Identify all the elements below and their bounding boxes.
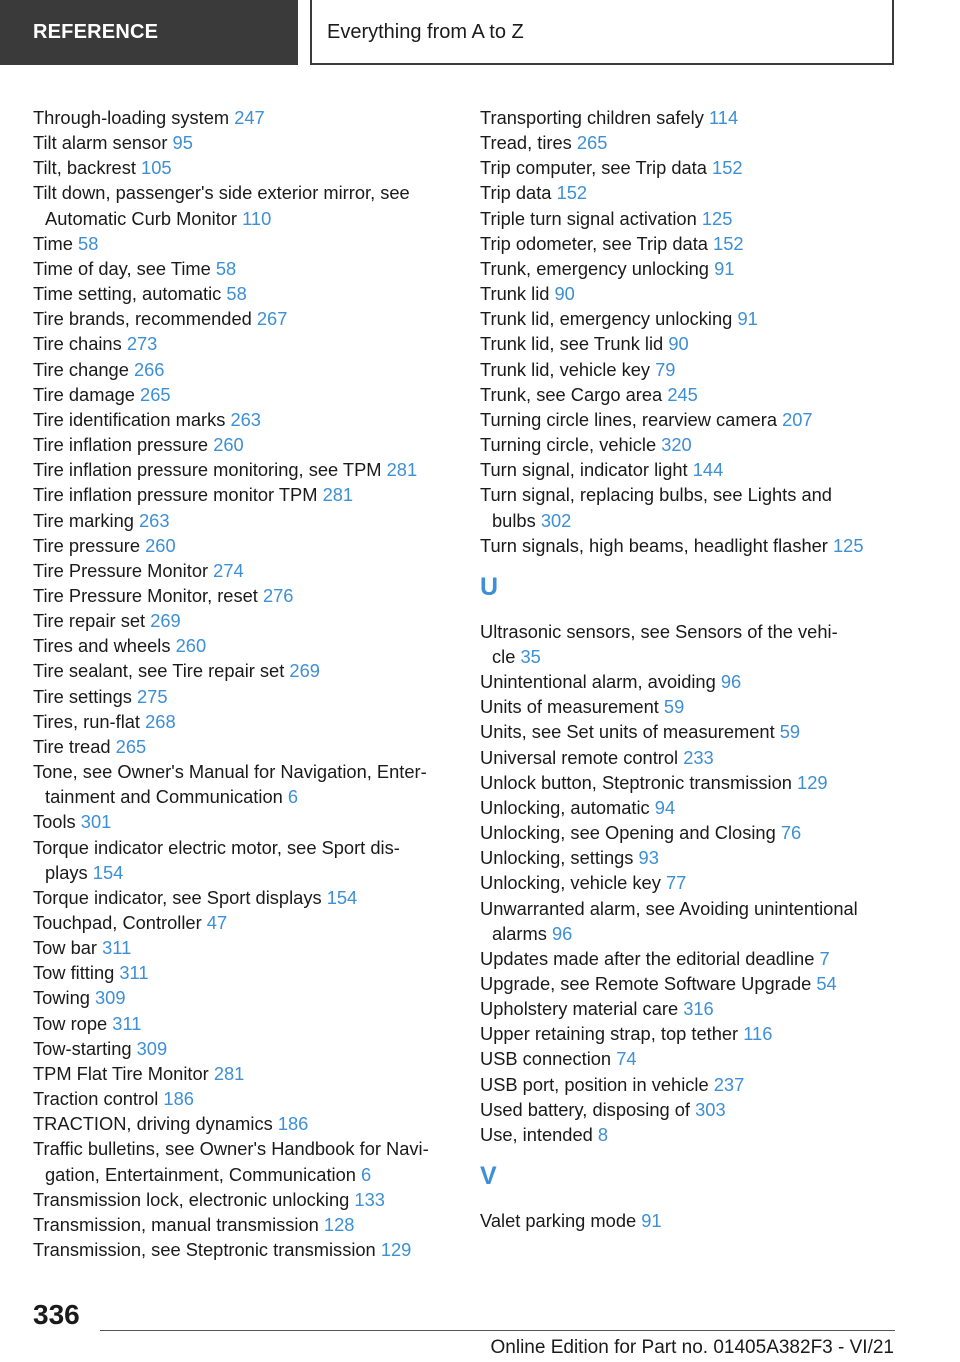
page-reference-link[interactable]: 6 — [287, 786, 299, 808]
index-term: Time of day, see Time — [33, 257, 211, 279]
page-reference-link[interactable]: 320 — [661, 434, 692, 456]
page-reference-link[interactable]: 35 — [520, 645, 541, 667]
index-term: Time setting, automatic — [33, 283, 222, 305]
index-entry — [480, 256, 920, 281]
index-term: Trunk, emergency unlocking — [480, 257, 709, 279]
index-term: Tire damage — [33, 383, 135, 405]
index-column-left — [33, 105, 453, 1262]
index-term: Tone, see Owner's Manual for Navigation, Enter- — [33, 761, 427, 783]
index-entry — [33, 231, 453, 256]
section-tab: REFERENCE — [0, 0, 298, 65]
index-entry — [480, 770, 920, 795]
index-entry — [33, 558, 453, 583]
index-entry — [480, 130, 920, 155]
page-reference-link[interactable]: 311 — [112, 1012, 142, 1034]
index-entry — [33, 985, 453, 1010]
index-term: Trip data — [480, 182, 552, 204]
index-term: alarms — [492, 922, 547, 944]
page-reference-link[interactable]: 94 — [654, 796, 676, 818]
index-entry — [33, 482, 453, 507]
index-term: tainment and Communication — [45, 786, 283, 808]
page-reference-link[interactable]: 76 — [780, 822, 802, 844]
index-entry — [33, 357, 453, 382]
index-entry — [33, 709, 453, 734]
page-reference-link[interactable]: 152 — [712, 157, 743, 179]
page-reference-link[interactable]: 152 — [556, 182, 588, 204]
index-entry — [33, 382, 453, 407]
page-reference-link[interactable]: 59 — [663, 696, 685, 718]
page-reference-link[interactable]: 263 — [230, 408, 261, 430]
index-term: Tow rope — [33, 1012, 108, 1034]
page-reference-link[interactable]: 154 — [92, 861, 124, 883]
index-term: Updates made after the editorial deadline — [480, 947, 815, 969]
index-entry — [33, 1111, 453, 1136]
page-reference-link[interactable]: 128 — [323, 1213, 355, 1235]
page-reference-link[interactable]: 58 — [226, 283, 247, 305]
page-reference-link[interactable]: 309 — [95, 987, 126, 1009]
index-term: Tire marking — [33, 509, 134, 531]
index-entry — [480, 1122, 920, 1147]
page-reference-link[interactable]: 93 — [638, 847, 659, 869]
page-reference-link[interactable]: 129 — [380, 1239, 412, 1261]
index-entry — [480, 432, 920, 457]
index-entry — [480, 155, 920, 180]
page-reference-link[interactable]: 91 — [641, 1210, 662, 1232]
index-entry — [480, 719, 920, 744]
page-reference-link[interactable]: 311 — [119, 962, 149, 984]
index-term: Touchpad, Controller — [33, 912, 202, 933]
index-entry — [33, 105, 453, 130]
index-term: gation, Entertainment, Communication — [45, 1163, 356, 1185]
index-term: Turning circle, vehicle — [480, 434, 657, 456]
index-term: Tire inflation pressure monitor TPM — [33, 484, 318, 506]
index-entry — [480, 946, 920, 971]
page-reference-link[interactable]: 144 — [692, 459, 724, 481]
index-entry — [33, 155, 453, 180]
index-term: Valet parking mode — [480, 1210, 637, 1232]
index-term: Tow-starting — [33, 1037, 132, 1059]
index-term: Transmission lock, electronic unlocking — [33, 1188, 350, 1210]
index-term: TRACTION, driving dynamics — [33, 1113, 273, 1135]
page-reference-link[interactable]: 91 — [714, 257, 735, 279]
index-entry — [480, 180, 920, 205]
index-term: Traction control — [33, 1088, 159, 1110]
page-reference-link[interactable]: 281 — [322, 484, 354, 506]
index-term: Transmission, manual transmission — [33, 1213, 319, 1235]
page-reference-link[interactable]: 260 — [145, 534, 176, 556]
index-term: Tilt, backrest — [33, 157, 136, 179]
index-term: Tire sealant, see Tire repair set — [33, 660, 285, 682]
index-entry — [480, 795, 920, 820]
index-entry — [33, 1136, 453, 1186]
page-reference-link[interactable]: 133 — [354, 1188, 385, 1210]
index-term: Trunk lid — [480, 283, 550, 305]
page-reference-link[interactable]: 95 — [172, 132, 193, 154]
page-reference-link[interactable]: 58 — [78, 232, 99, 254]
index-term: Transporting children safely — [480, 107, 704, 128]
index-entry — [33, 407, 453, 432]
index-entry — [33, 1061, 453, 1086]
index-term: Torque indicator, see Sport displays — [33, 886, 322, 908]
page-reference-link[interactable]: 129 — [797, 771, 828, 793]
index-term: Trip odometer, see Trip data — [480, 232, 708, 254]
index-entry — [33, 180, 453, 230]
index-term: Unlocking, settings — [480, 847, 634, 869]
page-reference-link[interactable]: 96 — [551, 922, 573, 944]
page-reference-link[interactable]: 91 — [737, 308, 758, 330]
index-term: Trunk lid, emergency unlocking — [480, 308, 733, 330]
index-term: Tire change — [33, 358, 129, 380]
page-reference-link[interactable]: 245 — [667, 383, 698, 405]
page-reference-link[interactable]: 274 — [213, 559, 244, 581]
index-term: cle — [492, 645, 516, 667]
page-reference-link[interactable]: 154 — [326, 886, 358, 908]
index-entry — [480, 896, 920, 946]
index-entry — [33, 1086, 453, 1111]
index-term: USB port, position in vehicle — [480, 1073, 709, 1095]
index-term: Transmission, see Steptronic transmission — [33, 1239, 376, 1261]
page-reference-link[interactable]: 6 — [361, 1163, 372, 1185]
page-reference-link[interactable]: 281 — [386, 459, 418, 481]
index-entry — [480, 870, 920, 895]
index-entry — [480, 206, 920, 231]
index-term: Unintentional alarm, avoiding — [480, 671, 716, 693]
index-term: Tire chains — [33, 333, 122, 355]
page-reference-link[interactable]: 74 — [616, 1048, 637, 1070]
page-reference-link[interactable]: 90 — [668, 333, 689, 355]
index-entry — [33, 1011, 453, 1036]
index-term: plays — [45, 861, 88, 883]
index-term: USB connection — [480, 1048, 612, 1070]
index-entry — [480, 231, 920, 256]
page-reference-link[interactable]: 237 — [713, 1073, 745, 1095]
index-term: Tow bar — [33, 937, 98, 959]
index-entry — [480, 1072, 920, 1097]
index-entry — [480, 306, 920, 331]
index-term: Tread, tires — [480, 132, 572, 154]
index-term: Automatic Curb Monitor — [45, 207, 238, 229]
index-term: Tow fitting — [33, 962, 115, 984]
index-term: Tire Pressure Monitor, reset — [33, 584, 258, 606]
page-reference-link[interactable]: 269 — [150, 610, 181, 632]
page-reference-link[interactable]: 266 — [133, 358, 165, 380]
index-entry — [33, 910, 453, 935]
index-group-u — [480, 619, 920, 1147]
index-entry — [33, 1187, 453, 1212]
page-header — [0, 0, 960, 65]
index-term: Tire identification marks — [33, 408, 226, 430]
page-reference-link[interactable]: 90 — [554, 283, 575, 305]
index-term: Unlocking, automatic — [480, 796, 650, 818]
page-reference-link[interactable]: 47 — [206, 912, 228, 933]
index-entry — [33, 583, 453, 608]
index-entry — [33, 1237, 453, 1262]
index-term: Tilt alarm sensor — [33, 132, 168, 154]
index-term: Tires and wheels — [33, 635, 171, 657]
page-reference-link[interactable]: 96 — [720, 671, 742, 693]
index-entry — [480, 1021, 920, 1046]
index-term: Use, intended — [480, 1123, 593, 1145]
index-term: Turn signal, replacing bulbs, see Lights and — [480, 484, 832, 506]
page-reference-link[interactable]: 302 — [540, 509, 572, 531]
index-term: Upgrade, see Remote Software Upgrade — [480, 973, 812, 994]
page-reference-link[interactable]: 114 — [708, 107, 739, 128]
index-entry — [33, 759, 453, 809]
index-term: bulbs — [492, 509, 536, 531]
index-entry — [33, 734, 453, 759]
page-reference-link[interactable]: 269 — [289, 660, 320, 682]
index-term: Upper retaining strap, top tether — [480, 1023, 739, 1045]
index-term: Tire settings — [33, 685, 132, 707]
index-group-t-continued — [480, 105, 920, 558]
index-term: Upholstery material care — [480, 998, 679, 1020]
page-reference-link[interactable]: 260 — [213, 434, 244, 456]
index-entry — [33, 457, 453, 482]
index-term: Tire repair set — [33, 610, 146, 632]
index-term: Tire tread — [33, 735, 111, 757]
page-reference-link[interactable]: 281 — [213, 1062, 245, 1084]
index-term: Universal remote control — [480, 746, 679, 768]
index-entry — [480, 1046, 920, 1071]
index-term: Ultrasonic sensors, see Sensors of the vehi- — [480, 620, 838, 642]
page-reference-link[interactable]: 301 — [80, 811, 112, 833]
index-entry — [33, 935, 453, 960]
page-reference-link[interactable]: 110 — [242, 207, 272, 229]
index-entry — [33, 331, 453, 356]
index-entry — [33, 256, 453, 281]
index-entry — [33, 1036, 453, 1061]
index-term: Time — [33, 232, 73, 254]
index-group-v — [480, 1208, 920, 1233]
index-term: Tools — [33, 811, 76, 833]
index-term: Trunk, see Cargo area — [480, 383, 663, 405]
page-reference-link[interactable]: 303 — [695, 1098, 726, 1120]
index-term: Used battery, disposing of — [480, 1098, 691, 1120]
index-entry — [33, 809, 453, 834]
page-reference-link[interactable]: 265 — [140, 383, 171, 405]
index-entry — [480, 331, 920, 356]
index-term: Towing — [33, 987, 90, 1009]
footer-divider — [100, 1330, 895, 1331]
index-entry — [33, 608, 453, 633]
index-entry — [480, 407, 920, 432]
page-reference-link[interactable]: 260 — [175, 635, 207, 657]
index-term: TPM Flat Tire Monitor — [33, 1062, 209, 1084]
page-reference-link[interactable]: 125 — [832, 534, 864, 556]
index-term: Turn signal, indicator light — [480, 459, 688, 481]
page-reference-link[interactable]: 105 — [141, 157, 172, 179]
index-entry — [33, 960, 453, 985]
page-reference-link[interactable]: 59 — [779, 721, 801, 743]
page-reference-link[interactable]: 265 — [115, 735, 147, 757]
page-reference-link[interactable]: 152 — [713, 232, 744, 254]
index-entry — [33, 1212, 453, 1237]
index-entry — [480, 820, 920, 845]
index-entry — [480, 281, 920, 306]
section-letter-u: U — [480, 572, 499, 601]
page-reference-link[interactable]: 263 — [139, 509, 170, 531]
section-letter-v: V — [480, 1162, 497, 1191]
index-entry — [33, 658, 453, 683]
index-entry — [480, 845, 920, 870]
index-entry — [33, 306, 453, 331]
page-reference-link[interactable]: 268 — [145, 710, 176, 732]
page-reference-link[interactable]: 207 — [782, 408, 813, 430]
index-term: Tire brands, recommended — [33, 308, 252, 330]
page-reference-link[interactable]: 267 — [256, 308, 288, 330]
index-term: Unlocking, see Opening and Closing — [480, 822, 776, 844]
index-entry — [480, 457, 920, 482]
index-term: Trunk lid, vehicle key — [480, 358, 651, 380]
index-entry — [33, 130, 453, 155]
page-reference-link[interactable]: 79 — [655, 358, 676, 380]
page-reference-link[interactable]: 186 — [163, 1088, 194, 1110]
index-term: Units, see Set units of measurement — [480, 721, 775, 743]
index-entry — [33, 533, 453, 558]
page-reference-link[interactable]: 247 — [234, 107, 265, 128]
page-reference-link[interactable]: 186 — [277, 1113, 309, 1135]
index-entry — [480, 669, 920, 694]
page-reference-link[interactable]: 311 — [102, 937, 132, 959]
page-reference-link[interactable]: 54 — [816, 973, 837, 994]
index-entry — [33, 432, 453, 457]
index-entry — [480, 745, 920, 770]
index-entry — [33, 508, 453, 533]
index-term: Torque indicator electric motor, see Sport dis- — [33, 836, 400, 858]
index-entry — [480, 382, 920, 407]
index-term: Turn signals, high beams, headlight flasher — [480, 534, 828, 556]
index-term: Through-loading system — [33, 107, 230, 128]
index-entry — [480, 694, 920, 719]
index-entry — [33, 633, 453, 658]
index-term: Tire pressure — [33, 534, 141, 556]
chapter-title: Everything from A to Z — [310, 0, 894, 65]
index-term: Units of measurement — [480, 696, 659, 718]
index-term: Unwarranted alarm, see Avoiding unintentional — [480, 897, 858, 919]
page-reference-link[interactable]: 116 — [743, 1023, 773, 1045]
index-term: Turning circle lines, rearview camera — [480, 408, 777, 430]
page-reference-link[interactable]: 77 — [665, 872, 687, 894]
page-number: 336 — [33, 1299, 80, 1330]
page-reference-link[interactable]: 58 — [215, 257, 237, 279]
page-reference-link[interactable]: 273 — [126, 333, 158, 355]
page-reference-link[interactable]: 309 — [136, 1037, 168, 1059]
index-entry — [480, 619, 920, 669]
edition-note: Online Edition for Part no. 01405A382F3 - VI/21 — [490, 1337, 894, 1358]
index-entry — [33, 835, 453, 885]
index-term: Tire inflation pressure — [33, 434, 209, 456]
index-term: Tire inflation pressure monitoring, see TPM — [33, 459, 382, 481]
index-term: Trip computer, see Trip data — [480, 157, 707, 179]
index-term: Trunk lid, see Trunk lid — [480, 333, 664, 355]
index-entry — [480, 971, 920, 996]
index-entry — [33, 281, 453, 306]
index-entry — [33, 885, 453, 910]
index-entry — [480, 533, 920, 558]
page-reference-link[interactable]: 125 — [701, 207, 733, 229]
page-reference-link[interactable]: 275 — [136, 685, 168, 707]
page-reference-link[interactable]: 316 — [683, 998, 714, 1020]
index-entry — [480, 482, 920, 532]
index-term: Tilt down, passenger's side exterior mirror, see — [33, 182, 410, 204]
page-reference-link[interactable]: 7 — [819, 947, 830, 969]
index-term: Traffic bulletins, see Owner's Handbook for Navi- — [33, 1138, 429, 1160]
index-entry — [480, 1097, 920, 1122]
page-reference-link[interactable]: 233 — [683, 746, 714, 768]
page-reference-link[interactable]: 8 — [597, 1123, 609, 1145]
index-entry — [480, 357, 920, 382]
index-column-right — [480, 105, 920, 1233]
index-term: Triple turn signal activation — [480, 207, 697, 229]
index-entry — [480, 105, 920, 130]
index-term: Unlocking, vehicle key — [480, 872, 661, 894]
index-term: Tire Pressure Monitor — [33, 559, 209, 581]
index-entry — [480, 996, 920, 1021]
index-term: Tires, run-flat — [33, 710, 141, 732]
index-term: Unlock button, Steptronic transmission — [480, 771, 792, 793]
index-entry — [33, 684, 453, 709]
page-reference-link[interactable]: 265 — [576, 132, 608, 154]
index-entry — [480, 1208, 920, 1233]
page-reference-link[interactable]: 276 — [262, 584, 294, 606]
